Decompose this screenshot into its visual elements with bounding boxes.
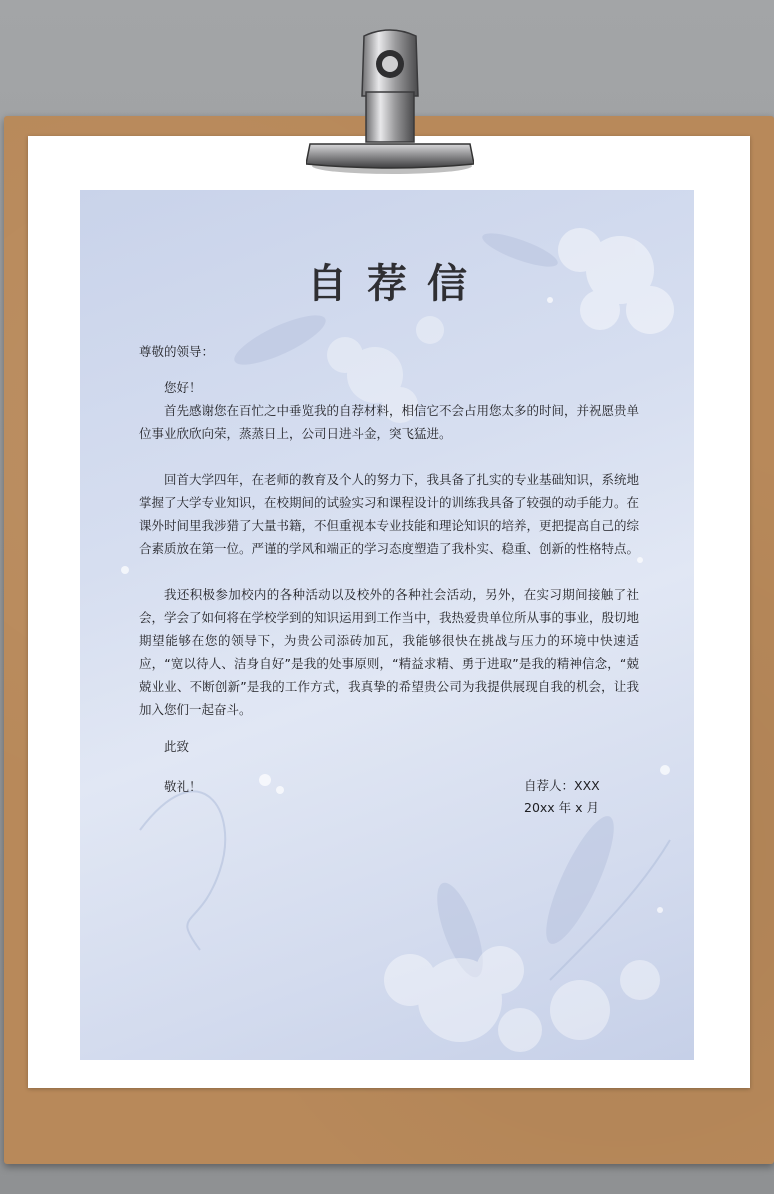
- paragraph-2: 回首大学四年，在老师的教育及个人的努力下，我具备了扎实的专业基础知识，系统地掌握了大学专业知识，在校期间的试验实习和课程设计的训练我具备了较强的动手能力。在课外时间里我涉猎了大量书籍，不但重视本专业技能和理论知识的培养，更把提高自己的综合素质放在第一位。严谨的学风和端正的学习态度塑造了我朴实、稳重、创新的性格特点。: [139, 472, 640, 556]
- signer: 自荐人：XXX: [524, 778, 600, 793]
- letter-title: 自荐信: [307, 261, 487, 307]
- signature-block: [524, 775, 600, 819]
- letter-page: [80, 190, 694, 1060]
- salutation: 尊敬的领导：: [139, 344, 215, 359]
- greeting: 您好！: [164, 380, 202, 395]
- closing-1: 此致: [164, 739, 190, 754]
- binder-clip-icon: [306, 26, 474, 176]
- closing-2: 敬礼！: [164, 779, 202, 794]
- paragraph-3: 我还积极参加校内的各种活动以及校外的各种社会活动，另外，在实习期间接触了社会，学会了如何将在学校学到的知识运用到工作当中，我热爱贵单位所从事的事业，殷切地期望能够在您的领导下，为贵公司添砖加瓦，我能够很快在挑战与压力的环境中快速适应，“宽以待人、洁身自好”是我的处事原则，“精益求精、勇于进取”是我的精神信念，“兢兢业业、不断创新”是我的工作方式，我真挚的希望贵公司为我提供展现自我的机会，让我加入您们一起奋斗。: [139, 587, 640, 717]
- letter-body: [139, 340, 639, 798]
- paragraph-1: 首先感谢您在百忙之中垂览我的自荐材料，相信它不会占用您太多的时间，并祝愿贵单位事业欣欣向荣，蒸蒸日上，公司日进斗金，突飞猛进。: [139, 403, 640, 441]
- letter-date: 20xx 年 x 月: [524, 800, 600, 815]
